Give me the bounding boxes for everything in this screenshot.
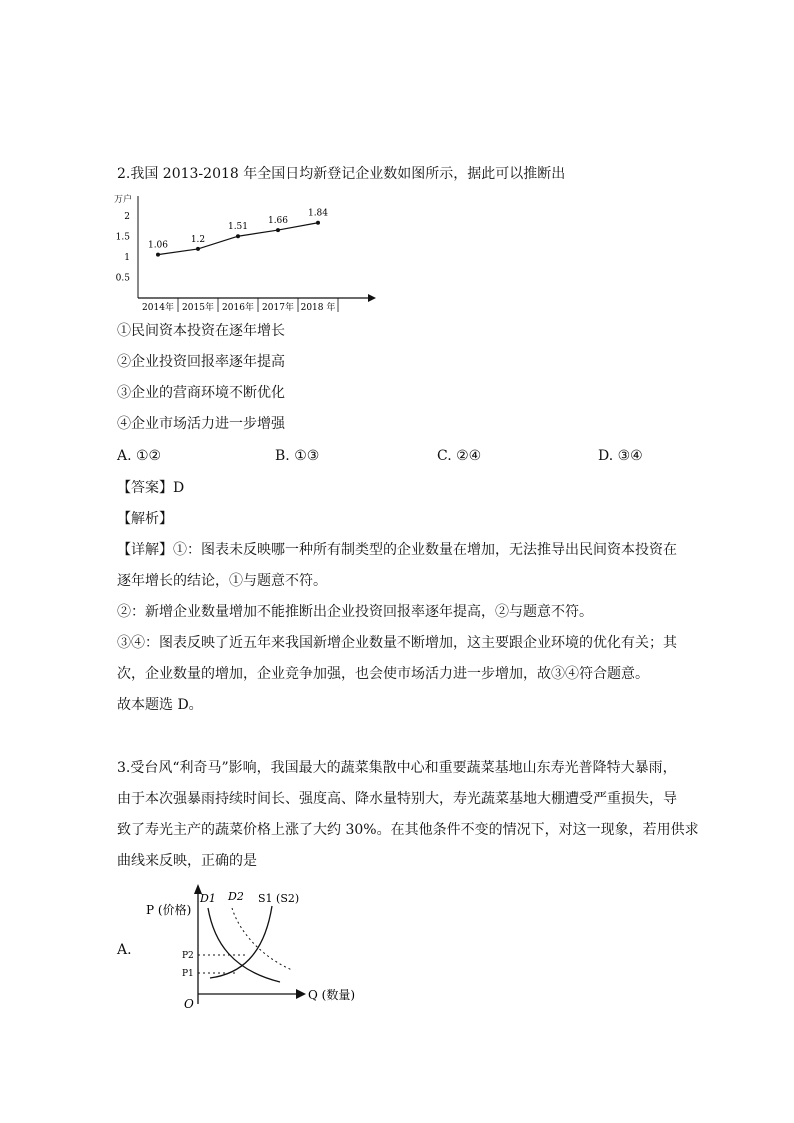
y-axis-label <box>114 193 132 205</box>
q2-detail-2: 逐年增长的结论，①与题意不符。 <box>117 573 327 589</box>
x-axis-arrow <box>368 294 376 302</box>
data-label: 1.2 <box>190 234 206 245</box>
q2-option-c: C. ②④ <box>437 448 482 464</box>
data-point <box>156 253 160 257</box>
q2-detail-3: ②：新增企业数量增加不能推断出企业投资回报率逐年提高，②与题意不符。 <box>117 604 593 620</box>
q2-item-3: ③企业的营商环境不断优化 <box>117 385 285 401</box>
supply-curve <box>210 906 272 978</box>
x-tick-label: 2018 年 <box>300 303 336 313</box>
x-tick-label: 2015年 <box>182 303 214 313</box>
q2-answer: 【答案】D <box>117 480 185 496</box>
origin-label: O <box>184 997 194 1011</box>
q3-stem-2: 由于本次强暴雨持续时间长、强度高、降水量特别大，寿光蔬菜基地大棚遭受严重损失，导 <box>117 791 677 807</box>
data-label: 1.51 <box>227 222 249 233</box>
data-label: 1.84 <box>307 208 329 219</box>
p1-label: P1 <box>182 969 194 979</box>
q3-option-a-label: A. <box>117 942 132 958</box>
q2-option-a: A. ①② <box>117 448 162 464</box>
q2-stem: 2.我国 2013-2018 年全国日均新登记企业数如图所示，据此可以推断出 <box>117 166 566 182</box>
y-tick-label: 2 <box>124 212 130 223</box>
y-tick-label: 0.5 <box>115 273 130 284</box>
q2-detail-1: 【详解】①：图表未反映哪一种所有制类型的企业数量在增加，无法推导出民间资本投资在 <box>117 542 677 558</box>
d1-label: D1 <box>200 892 216 905</box>
x-tick-label: 2014年 <box>142 303 174 313</box>
enterprise-line-chart <box>110 188 380 316</box>
x-tick-label: 2017年 <box>262 303 294 313</box>
p2-label: P2 <box>182 951 194 961</box>
data-label: 1.06 <box>147 240 169 251</box>
data-point <box>196 247 200 251</box>
quantity-axis-label: Q (数量) <box>308 988 356 1002</box>
q2-detail-4: ③④：图表反映了近五年来我国新增企业数量不断增加，这主要跟企业环境的优化有关；其 <box>117 635 677 651</box>
y-tick-label: 1.5 <box>115 232 130 243</box>
q2-detail-5: 次，企业数量的增加，企业竞争加强，也会使市场活力进一步增加，故③④符合题意。 <box>117 666 649 682</box>
q2-option-b: B. ①③ <box>275 448 320 464</box>
y-tick-label: 1 <box>124 253 130 264</box>
d2-label: D2 <box>228 890 244 903</box>
q3-stem-1: 3.受台风“利奇马”影响，我国最大的蔬菜集散中心和重要蔬菜基地山东寿光普降特大暴雨， <box>117 760 677 776</box>
data-label: 1.66 <box>267 216 289 227</box>
q3-stem-4: 曲线来反映，正确的是 <box>117 853 257 869</box>
q2-item-2: ②企业投资回报率逐年提高 <box>117 354 285 370</box>
price-axis-label: P (价格) <box>146 903 192 917</box>
q2-item-4: ④企业市场活力进一步增强 <box>117 416 285 432</box>
q2-option-d: D. ③④ <box>598 448 643 464</box>
quantity-axis-arrow <box>296 989 306 999</box>
q2-item-1: ①民间资本投资在逐年增长 <box>117 323 285 339</box>
q2-analysis-title: 【解析】 <box>117 511 173 527</box>
data-point <box>276 228 280 232</box>
data-point <box>236 234 240 238</box>
supply-demand-graph <box>140 882 380 1012</box>
data-point <box>316 221 320 225</box>
q3-stem-3: 致了寿光主产的蔬菜价格上涨了大约 30%。在其他条件不变的情况下，对这一现象，若用供求 <box>117 822 699 838</box>
svg-text:万户: 万户 <box>114 195 133 205</box>
s-label: S1 (S2) <box>258 892 300 905</box>
q2-detail-6: 故本题选 D。 <box>117 697 203 713</box>
x-tick-label: 2016年 <box>222 303 254 313</box>
